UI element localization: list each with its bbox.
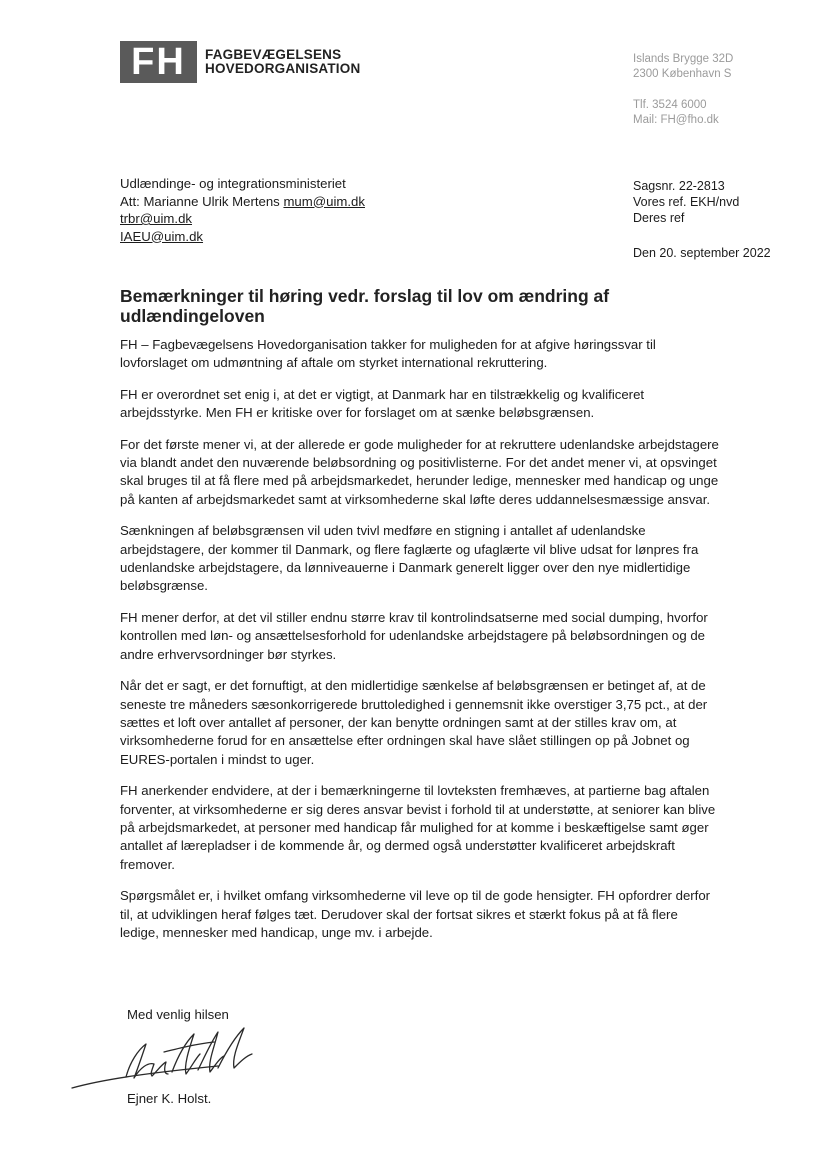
email-link-trbr[interactable]: trbr@uim.dk	[120, 211, 193, 226]
recipient-org: Udlændinge- og integrationsministeriet	[120, 176, 346, 191]
sender-contact	[633, 52, 733, 128]
letter-date: Den 20. september 2022	[633, 246, 771, 260]
body-paragraph: FH anerkender endvidere, at der i bemærkningerne til lovteksten fremhæves, at partierne bag aftalen forventer, at virksomhederne er sig deres ansvar bevist i forhold til at understøtte, at seniorer kan blive på arbejdsmarkedet, at personer med handicap får mulighed for at komme i beskæftigelse samt øger antallet af lærepladser i de kommende år, og dermed også understøtter kvalificeret arbejdskraft fremover.	[120, 783, 716, 872]
logo-text	[205, 48, 360, 76]
case-number: Sagsnr. 22-2813	[633, 179, 725, 193]
handwritten-signature	[68, 1022, 258, 1094]
logo-line-2: HOVEDORGANISATION	[205, 61, 361, 76]
email-link-iaeu[interactable]: IAEU@uim.dk	[120, 228, 204, 244]
body-paragraph: FH er overordnet set enig i, at det er vigtigt, at Danmark har en tilstrækkelig og kvalificeret arbejdsstyrke. Men FH er kritiske over for forslaget om at sænke beløbsgrænsen.	[120, 386, 645, 421]
reference-block	[633, 178, 771, 261]
body-paragraph: Sænkningen af beløbsgrænsen vil uden tvivl medføre en stigning i antallet af udenlandske arbejdstagere, der kommer til Danmark, og flere faglærte og ufaglærte vil blive udsat for lønpres fra udenlandske arbejdstagere, da lønniveauerne i Danmark generelt ligger over den nye midlertidige beløbsgrænse.	[120, 523, 699, 594]
body-paragraph: Spørgsmålet er, i hvilket omfang virksomhederne vil leve op til de gode hensigter. FH opfordrer derfor til, at udviklingen heraf følges tæt. Derudover skal der fortsat sikres et stærkt fokus på at få flere ledige, mennesker med handicap, unge mv. i arbejde.	[120, 888, 711, 940]
contact-city: 2300 København S	[633, 68, 732, 80]
contact-phone: Tlf. 3524 6000	[633, 99, 707, 111]
body-paragraph: FH mener derfor, at det vil stiller endnu større krav til kontrolindsatserne med social dumping, hvorfor kontrollen med løn- og ansættelsesforhold for udenlandske arbejdstagere på beløbsordningen og de andre erhvervsordninger bør styrkes.	[120, 609, 708, 662]
signer-name: Ejner K. Holst.	[127, 1091, 212, 1106]
letter-body	[120, 336, 720, 955]
body-paragraph: For det første mener vi, at der allerede er gode muligheder for at rekruttere udenlandske arbejdstagere via blandt andet den nuværende beløbsordning og positivlisterne. For det andet mener vi, at opsvinget skal bruges til at få flere med på arbejdsmarkedet, herunder ledige, mennesker med handicap og unge på kanten af arbejdsmarkedet samt at virksomhederne skal løfte deres uddannelsesmæssige ansvar.	[120, 436, 719, 507]
closing-phrase: Med venlig hilsen	[127, 1007, 229, 1022]
contact-mail: Mail: FH@fho.dk	[633, 114, 719, 126]
fh-logo	[120, 41, 360, 83]
recipient-att	[120, 193, 365, 211]
your-reference: Deres ref	[633, 211, 685, 225]
recipient-att-name: Att: Marianne Ulrik Mertens	[120, 193, 284, 209]
our-reference: Vores ref. EKH/nvd	[633, 195, 740, 209]
body-paragraph: Når det er sagt, er det fornuftigt, at den midlertidige sænkelse af beløbsgrænsen er betinget af, at de seneste tre måneders sæsonkorrigerede bruttoledighed i gennemsnit ikke overstiger 3,75 pct., at der sættes et loft over antallet af personer, der kan benytte ordningen samt at der stilles krav om, at virksomhederne forud for en ansættelse efter ordningen skal have slået stillingen op på Jobnet og EURES-portalen i mindst to uger.	[120, 678, 708, 767]
email-link-mum[interactable]: mum@uim.dk	[283, 193, 365, 209]
letter-heading: Bemærkninger til høring vedr. forslag til lov om ændring af udlændingeloven	[120, 286, 610, 326]
logo-line-1: FAGBEVÆGELSENS	[205, 47, 342, 62]
fh-logo-mark: FH	[120, 41, 197, 83]
contact-street: Islands Brygge 32D	[633, 53, 734, 65]
body-paragraph: FH – Fagbevægelsens Hovedorganisation takker for muligheden for at afgive høringssvar til lovforslaget om udmøntning af aftale om styrket international rekruttering.	[120, 337, 656, 371]
recipient-address	[120, 175, 365, 245]
